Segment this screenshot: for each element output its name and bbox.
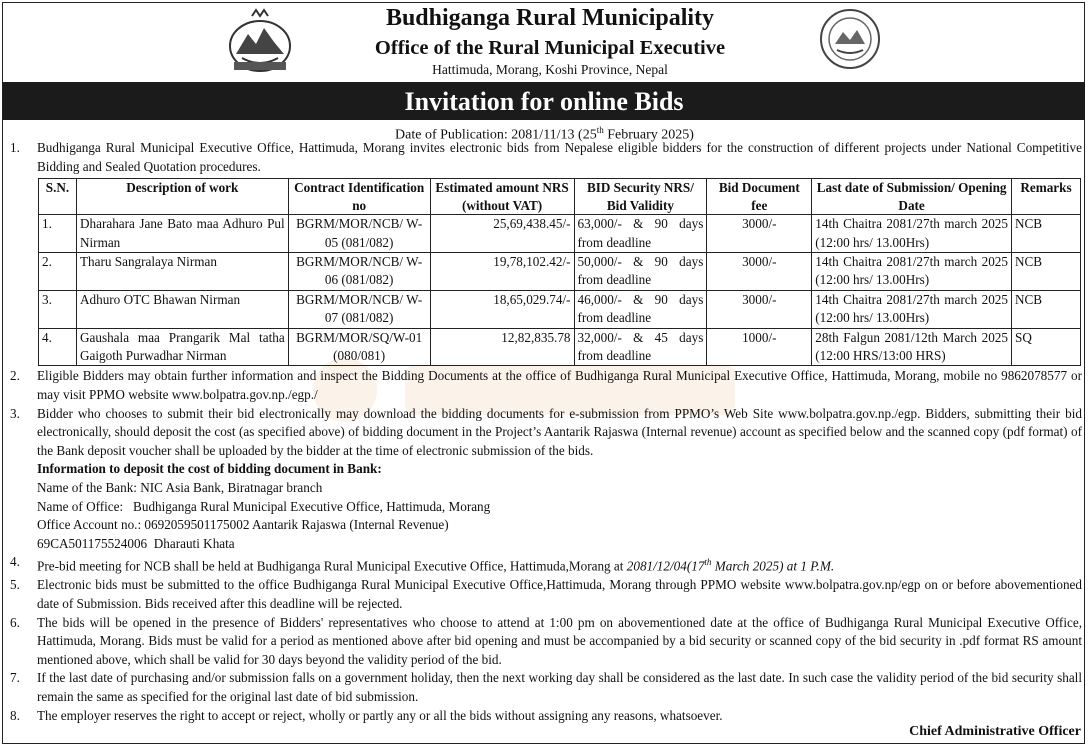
clause-6: 6. The bids will be opened in the presence of Bidders' representatives who choose to attend at 1:00 pm on abovementioned date at the office of Budhiganga Rural Municipal Executive Office, Hattimuda, Morang. Bids must be valid for a period as mentioned above after bid opening and must be accompanied by a bid security or scanned copy of the bid security in .pdf format RS amount mentioned above, which shall be valid for 30 days beyond the validity period of the bid. [10, 614, 1082, 667]
publication-date: Date of Publication: 2081/11/13 (25th February 2025) [395, 125, 694, 143]
table-row: 4. Gaushala maa Prangarik Mal tatha Gaigoth Purwadhar Nirman BGRM/MOR/SQ/W-01 (080/081) 12,82,835.78 32,000/- & 45 days from deadline 1000/- 28th Falgun 2081/12th March 2025 (12:00 HRS/13:00 HRS) SQ [39, 328, 1081, 366]
nepal-emblem-icon [222, 8, 298, 74]
municipality-name: Budhiganga Rural Municipality [385, 5, 715, 31]
office-name: Office of the Rural Municipal Executive [374, 37, 726, 59]
clause-5: 5. Electronic bids must be submitted to the office Budhiganga Rural Municipal Executive Office,Hattimuda, Morang through PPMO website www.bolpatra.gov.np/egp on or before abovementioned date of Submission. Bids received after this deadline will be rejected. [10, 577, 1082, 611]
letterhead [0, 0, 1089, 80]
municipality-seal-icon [819, 8, 881, 70]
bank-name: Name of the Bank: NIC Asia Bank, Biratnagar branch [37, 480, 323, 495]
col-header-sn: S.N. [39, 179, 77, 215]
table-header-row [39, 179, 1081, 215]
col-header-last-date: Last date of Submission/ Opening Date [812, 179, 1012, 215]
clause-3: 3. Bidder who chooses to submit their bid electronically may download the bidding documents for e-submission from PPMO’s Web Site www.bolpatra.gov.np./egp. Bidders, submitting their bid electronically, should deposit the cost (as specified above) of bidding document in the Project’s Aantarik Rajaswa (Internal revenue) account as specified below and the scanned copy (pdf format) of the Bank deposit voucher shall be uploaded by the bidder at the time of electronic submission of the bids. [10, 405, 1082, 458]
col-header-remarks: Remarks [1011, 179, 1080, 215]
col-header-document-fee: Bid Document fee [707, 179, 812, 215]
bank-code: 69CA501175524006 Dharauti Khata [37, 535, 235, 551]
table-row: 1. Dharahara Jane Bato maa Adhuro Pul Nirman BGRM/MOR/NCB/ W-05 (081/082) 25,69,438.45/- 63,000/- & 90 days from deadline 3000/- 14th Chaitra 2081/27th march 2025 (12:00 hrs/ 13.00Hrs) NCB [39, 215, 1081, 253]
col-header-description: Description of work [76, 179, 288, 215]
clause-7: 7. If the last date of purchasing and/or submission falls on a government holiday, then the next working day shall be considered as the last date. In such case the validity period of the bid security shall remain the same as specified for the original last date of bid submission. [10, 670, 1082, 704]
bank-account: Office Account no.: 0692059501175002 Aantarik Rajaswa (Internal Revenue) [37, 517, 449, 533]
notice-title: Invitation for online Bids [3, 82, 1085, 120]
bank-info-heading: Information to deposit the cost of bidding document in Bank: [37, 461, 382, 477]
office-address: Hattimuda, Morang, Koshi Province, Nepal [432, 62, 668, 77]
table-row: 2. Tharu Sangralaya Nirman BGRM/MOR/NCB/ W-06 (081/082) 19,78,102.42/- 50,000/- & 90 days from deadline 3000/- 14th Chaitra 2081/27th march 2025 (12:00 hrs/ 13.00Hrs) NCB [39, 253, 1081, 291]
col-header-bid-security: BID Security NRS/ Bid Validity [574, 179, 707, 215]
table-row: 3. Adhuro OTC Bhawan Nirman BGRM/MOR/NCB/ W-07 (081/082) 18,65,029.74/- 46,000/- & 90 days from deadline 3000/- 14th Chaitra 2081/27th march 2025 (12:00 hrs/ 13.00Hrs) NCB [39, 290, 1081, 328]
signatory-title: Chief Administrative Officer [909, 724, 1081, 739]
clause-8: 8. The employer reserves the right to accept or reject, wholly or partly any or all the bids without assigning any reasons, whatsoever. [10, 707, 723, 723]
col-header-estimated-amount: Estimated amount NRS (without VAT) [430, 179, 574, 215]
col-header-contract-id: Contract Identification no [288, 179, 430, 215]
notice-body [10, 139, 1082, 725]
bank-office-name: Name of Office: Budhiganga Rural Municipal Executive Office, Hattimuda, Morang [37, 498, 491, 514]
bid-table [38, 178, 1081, 366]
clause-2: 2. Eligible Bidders may obtain further information and inspect the Bidding Documents at the office of Budhiganga Rural Municipal Executive Office, Hattimuda, Morang, mobile no 9862078577 or may visit PPMO website www.bolpatra.gov.np./egp./ [10, 368, 1082, 403]
clause-4: 4. Pre-bid meeting for NCB shall be held at Budhiganga Rural Municipal Executive Office, Hattimuda,Morang at 2081/12/04(17th March 2025) at 1 P.M. [10, 554, 835, 574]
clause-1: 1. Budhiganga Rural Municipal Executive Office, Hattimuda, Morang invites electronic bids from Nepalese eligible bidders for the construction of different projects under National Competitive Bidding and Sealed Quotation procedures. [10, 140, 1082, 174]
